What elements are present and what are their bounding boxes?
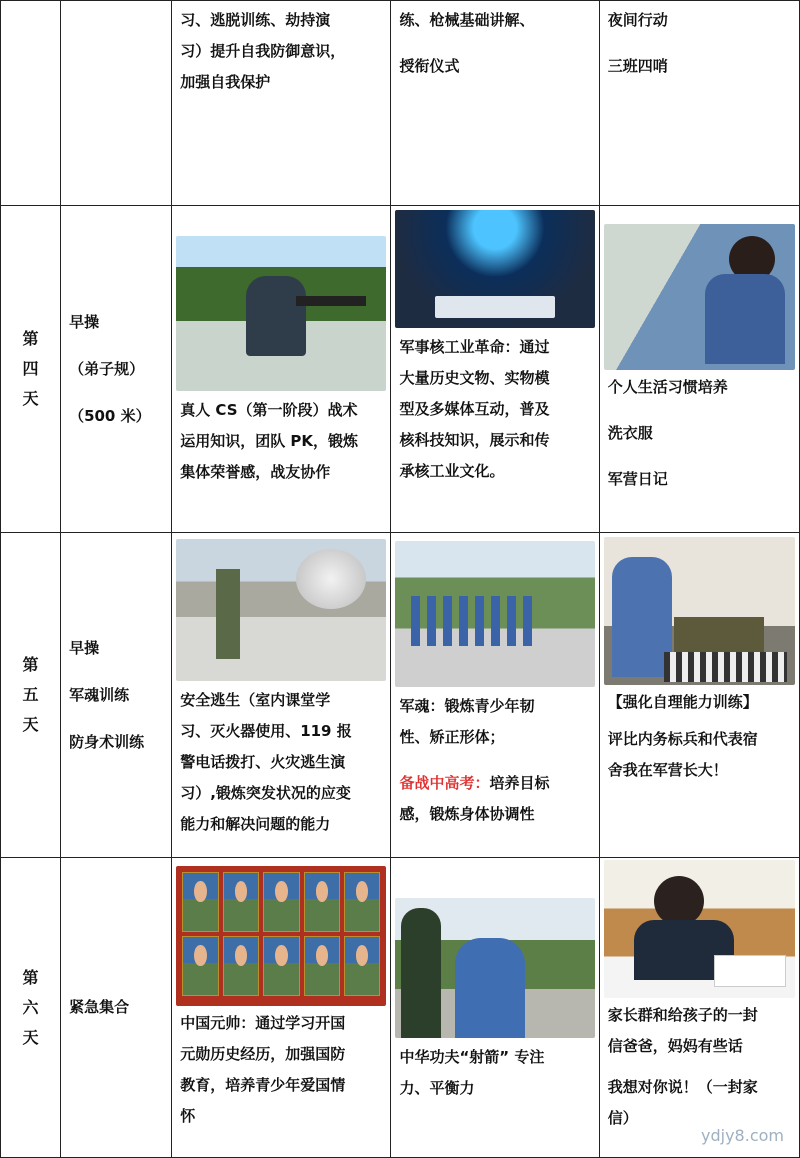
cs-game-photo bbox=[176, 236, 386, 391]
day-char: 第 bbox=[22, 967, 39, 987]
activity-line: 习）,锻炼突发状况的应变 bbox=[180, 784, 351, 802]
table-row bbox=[1, 533, 800, 858]
activity-line: 承核工业文化。 bbox=[399, 462, 505, 480]
activity-line: 大量历史文物、实物模 bbox=[399, 369, 550, 387]
watermark: ydjy8.com bbox=[701, 1126, 784, 1145]
day-char: 第 bbox=[22, 329, 39, 348]
day-char: 天 bbox=[22, 715, 39, 734]
activity-text: 培养目标 bbox=[489, 774, 550, 792]
activity-line: 军事核工业革命：通过 bbox=[399, 338, 550, 356]
activity-line: 力、平衡力 bbox=[399, 1079, 475, 1097]
activity-line: 三班四哨 bbox=[607, 57, 668, 75]
day-char: 天 bbox=[22, 389, 39, 408]
activity-line: 评比内务标兵和代表宿 bbox=[607, 730, 758, 748]
activity-line: 感，锻炼身体协调性 bbox=[399, 805, 535, 823]
activity-line: 核科技知识，展示和传 bbox=[399, 431, 550, 449]
activity-cell bbox=[172, 858, 391, 1158]
fire-drill-photo bbox=[176, 539, 386, 681]
letter-writing-photo bbox=[604, 860, 795, 998]
activity-line: 军营日记 bbox=[607, 470, 668, 488]
schedule-cell bbox=[61, 533, 172, 858]
activity-line: 警电话拨打、火灾逃生演 bbox=[180, 753, 346, 771]
military-lineup-photo bbox=[395, 541, 594, 687]
table-row bbox=[1, 1, 800, 206]
activity-line: 舍我在军营长大！ bbox=[607, 761, 728, 779]
activity-line: 练、枪械基础讲解、 bbox=[399, 11, 535, 29]
activity-cell bbox=[391, 533, 599, 858]
schedule-cell bbox=[61, 1, 172, 206]
activity-line: 授衔仪式 bbox=[399, 57, 460, 75]
activity-line: 个人生活习惯培养 bbox=[607, 378, 728, 396]
bed-making-photo bbox=[604, 537, 795, 685]
schedule-item: 紧急集合 bbox=[69, 998, 130, 1016]
activity-cell bbox=[172, 1, 391, 206]
activity-cell bbox=[391, 858, 599, 1158]
activity-line: 运用知识，团队 PK，锻炼 bbox=[180, 432, 359, 450]
activity-line: 我想对你说！（一封家 bbox=[607, 1078, 758, 1096]
nuclear-museum-photo bbox=[395, 210, 594, 328]
activity-line: 【强化自理能力训练】 bbox=[607, 693, 758, 711]
schedule-cell bbox=[61, 206, 172, 533]
activity-line: 习、灭火器使用、119 报 bbox=[180, 722, 352, 740]
activity-line: 怀 bbox=[180, 1107, 196, 1125]
activity-line: 家长群和给孩子的一封 bbox=[607, 1006, 758, 1024]
schedule-cell bbox=[61, 858, 172, 1158]
activity-line: 安全逃生（室内课堂学 bbox=[180, 691, 331, 709]
activity-line: 中华功夫“射箭” 专注 bbox=[399, 1048, 545, 1066]
activity-cell bbox=[599, 858, 799, 1158]
schedule-item: 早操 bbox=[69, 638, 100, 657]
day-char: 第 bbox=[22, 655, 39, 674]
schedule-item: 早操 bbox=[69, 312, 100, 331]
activity-line: 信爸爸，妈妈有些话 bbox=[607, 1037, 743, 1055]
activity-cell bbox=[172, 533, 391, 858]
activity-cell bbox=[391, 1, 599, 206]
activity-line bbox=[399, 772, 590, 795]
activity-line: 型及多媒体互动，普及 bbox=[399, 400, 550, 418]
day-cell bbox=[1, 533, 61, 858]
schedule-item: 防身术训练 bbox=[69, 732, 145, 751]
activity-line: 元勋历史经历，加强国防 bbox=[180, 1045, 346, 1063]
activity-line: 习、逃脱训练、劫持演 bbox=[180, 11, 331, 29]
activity-cell bbox=[599, 1, 799, 206]
activity-line: 教育，培养青少年爱国情 bbox=[180, 1076, 346, 1094]
activity-line: 真人 CS（第一阶段）战术 bbox=[180, 401, 358, 419]
day-cell bbox=[1, 206, 61, 533]
table-row bbox=[1, 206, 800, 533]
activity-line: 能力和解决问题的能力 bbox=[180, 815, 331, 833]
activity-line: 军魂：锻炼青少年韧 bbox=[399, 697, 535, 715]
activity-cell bbox=[391, 206, 599, 533]
day-char: 六 bbox=[22, 997, 39, 1017]
activity-cell bbox=[599, 206, 799, 533]
activity-line: 集体荣誉感，战友协作 bbox=[180, 463, 331, 481]
day-char: 四 bbox=[22, 359, 39, 378]
activity-line: 信） bbox=[607, 1109, 638, 1127]
day-char: 天 bbox=[22, 1027, 39, 1047]
schedule-item: （500 米） bbox=[69, 406, 151, 425]
laundry-photo bbox=[604, 224, 795, 370]
day-cell bbox=[1, 1, 61, 206]
marshals-portraits-photo bbox=[176, 866, 386, 1006]
activity-line: 洗衣服 bbox=[607, 424, 653, 442]
day-char: 五 bbox=[22, 685, 39, 704]
schedule-item: 军魂训练 bbox=[69, 685, 130, 704]
activity-line: 性、矫正形体； bbox=[399, 728, 505, 746]
day-cell bbox=[1, 858, 61, 1158]
activity-line: 夜间行动 bbox=[607, 11, 668, 29]
archery-photo bbox=[395, 898, 594, 1038]
activity-line: 加强自我保护 bbox=[180, 73, 271, 91]
table-row bbox=[1, 858, 800, 1158]
schedule-item: （弟子规） bbox=[69, 359, 145, 378]
activity-line: 习）提升自我防御意识， bbox=[180, 42, 346, 60]
highlight-label: 备战中高考： bbox=[399, 774, 490, 792]
activity-cell bbox=[172, 206, 391, 533]
activity-cell bbox=[599, 533, 799, 858]
activity-line: 中国元帅：通过学习开国 bbox=[180, 1014, 346, 1032]
